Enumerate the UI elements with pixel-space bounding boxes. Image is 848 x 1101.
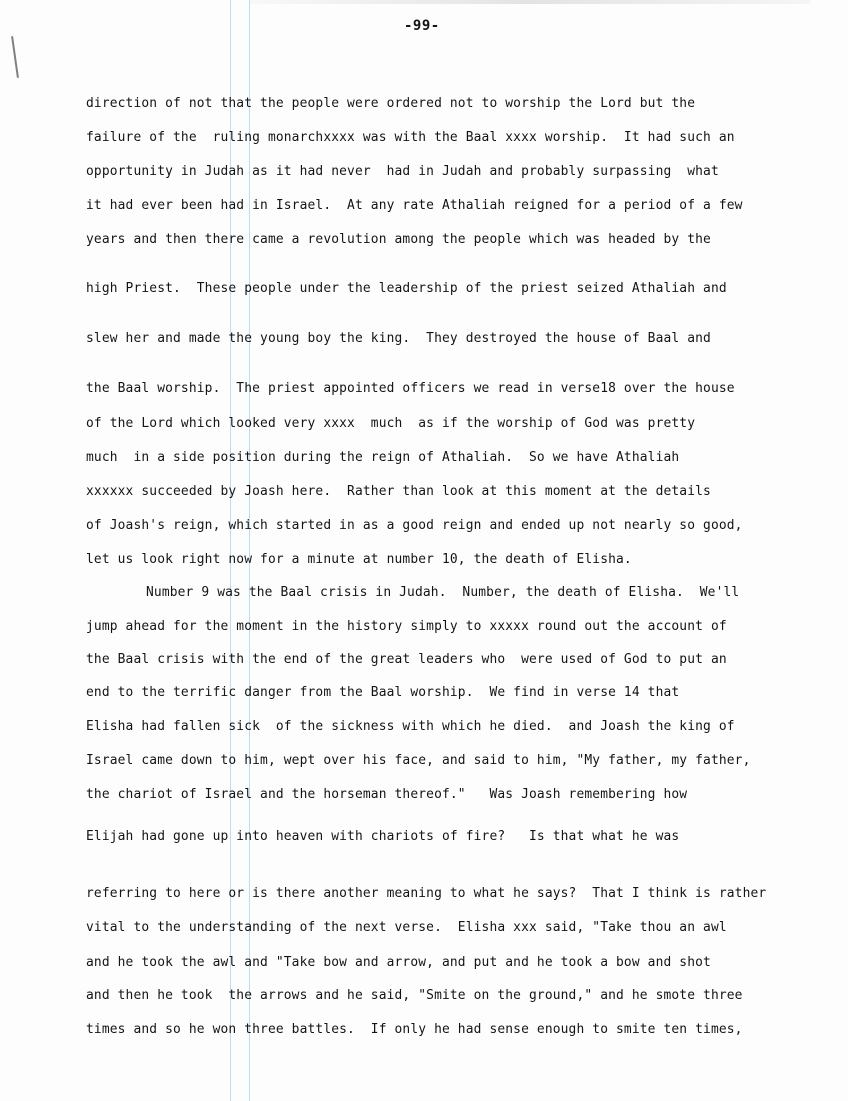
text-line: and he took the awl and "Take bow and arrow, and put and he took a bow and shot bbox=[86, 955, 711, 970]
text-line: direction of not that the people were ordered not to worship the Lord but the bbox=[86, 96, 696, 111]
text-line: of the Lord which looked very xxxx much as if the worship of God was pretty bbox=[86, 416, 696, 431]
margin-mark bbox=[11, 36, 19, 78]
text-line: let us look right now for a minute at number 10, the death of Elisha. bbox=[86, 552, 632, 567]
text-line: of Joash's reign, which started in as a good reign and ended up not nearly so good, bbox=[86, 518, 743, 533]
text-line: the Baal worship. The priest appointed officers we read in verse18 over the house bbox=[86, 381, 735, 396]
text-line: the chariot of Israel and the horseman thereof." Was Joash remembering how bbox=[86, 787, 688, 802]
text-line: failure of the ruling monarchxxxx was with the Baal xxxx worship. It had such an bbox=[86, 130, 735, 145]
text-line: Elijah had gone up into heaven with chariots of fire? Is that what he was bbox=[86, 829, 680, 844]
text-line: vital to the understanding of the next verse. Elisha xxx said, "Take thou an awl bbox=[86, 920, 727, 935]
text-line: Number 9 was the Baal crisis in Judah. Number, the death of Elisha. We'll bbox=[146, 585, 740, 600]
text-line: xxxxxx succeeded by Joash here. Rather than look at this moment at the details bbox=[86, 484, 711, 499]
text-line: Elisha had fallen sick of the sickness with which he died. and Joash the king of bbox=[86, 719, 735, 734]
text-line: end to the terrific danger from the Baal worship. We find in verse 14 that bbox=[86, 685, 680, 700]
text-line: high Priest. These people under the leadership of the priest seized Athaliah and bbox=[86, 281, 727, 296]
text-line: referring to here or is there another meaning to what he says? That I think is rather bbox=[86, 886, 767, 901]
text-line: Israel came down to him, wept over his face, and said to him, "My father, my father, bbox=[86, 753, 751, 768]
text-line: times and so he won three battles. If only he had sense enough to smite ten times, bbox=[86, 1022, 743, 1037]
text-line: slew her and made the young boy the king. They destroyed the house of Baal and bbox=[86, 331, 711, 346]
page-number: -99- bbox=[404, 18, 440, 34]
text-line: and then he took the arrows and he said, "Smite on the ground," and he smote three bbox=[86, 988, 743, 1003]
scan-smudge bbox=[250, 0, 810, 4]
text-line: years and then there came a revolution among the people which was headed by the bbox=[86, 232, 711, 247]
text-line: jump ahead for the moment in the history simply to xxxxx round out the account of bbox=[86, 619, 727, 634]
text-line: opportunity in Judah as it had never had in Judah and probably surpassing what bbox=[86, 164, 719, 179]
text-line: the Baal crisis with the end of the great leaders who were used of God to put an bbox=[86, 652, 727, 667]
text-line: it had ever been had in Israel. At any rate Athaliah reigned for a period of a few bbox=[86, 198, 743, 213]
text-line: much in a side position during the reign of Athaliah. So we have Athaliah bbox=[86, 450, 680, 465]
